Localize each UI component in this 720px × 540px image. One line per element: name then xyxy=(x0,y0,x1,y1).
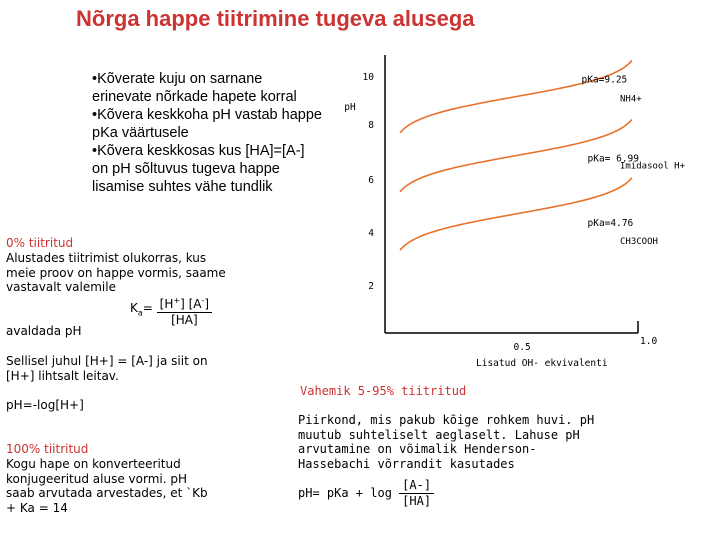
a-bracket: ] [A xyxy=(180,297,202,311)
series-name-label: CH3COOH xyxy=(620,236,658,247)
zero-percent-text: Alustades tiitrimist olukorras, kus meie proov on happe vormis, saame vastavalt valemile xyxy=(6,251,226,294)
y-tick-label: 10 xyxy=(362,72,374,83)
key-point: •Kõvera keskkoha pH vastab happe pKa väärtusele xyxy=(92,107,322,141)
chart-labels xyxy=(344,72,685,369)
hh-left: pH= pKa + log xyxy=(298,485,392,500)
pka-label: pKa=9.25 xyxy=(581,74,628,86)
x-tick-label: 0.5 xyxy=(513,342,531,353)
x-axis-label: Lisatud OH- ekvivalenti xyxy=(476,358,608,369)
zero-percent-heading: 0% tiitritud xyxy=(6,236,74,250)
hundred-percent-text: Kogu hape on konverteeritud konjugeeritud aluse vormi. pH saab arvutada arvestades, et `Kb + Ka = 14 xyxy=(6,457,208,515)
pka-label: pKa= 6.99 xyxy=(587,153,639,165)
y-axis-label: pH xyxy=(344,102,356,113)
plus-sign: + xyxy=(173,296,181,305)
page-title: Nõrga happe tiitrimine tugeva alusega xyxy=(76,6,475,31)
key-point: •Kõvera keskkosas kus [HA]=[A-] on pH sõltuvus tugeva happe lisamise suhtes vähe tundlik xyxy=(92,143,305,195)
hh-denominator: [HA] xyxy=(402,493,432,508)
series-name-label: Imidasool H+ xyxy=(620,161,686,172)
ka-numerator xyxy=(157,294,212,313)
x-tick-label: 1.0 xyxy=(640,336,658,347)
minus-sign: - xyxy=(201,296,205,305)
ka-formula xyxy=(130,294,212,327)
h-bracket: [H xyxy=(159,297,174,311)
equals-sign: = xyxy=(142,300,153,315)
hundred-percent-heading: 100% tiitritud xyxy=(6,442,89,456)
y-tick-label: 4 xyxy=(368,228,374,239)
henderson-hasselbalch-equation xyxy=(298,478,434,508)
y-tick-label: 2 xyxy=(368,281,374,292)
vahemik-heading: Vahemik 5-95% tiitritud xyxy=(300,384,467,398)
pka-label: pKa=4.76 xyxy=(587,217,634,229)
avaldada-text: avaldada pH xyxy=(6,324,82,338)
ka-symbol: K xyxy=(130,300,138,315)
y-tick-label: 6 xyxy=(368,175,374,186)
titration-chart xyxy=(330,40,700,375)
ka-denominator: [HA] xyxy=(171,312,198,327)
y-tick-label: 8 xyxy=(368,120,374,131)
sellisel-text: Sellisel juhul [H+] = [A-] ja siit on [H+] lihtsalt leitav. xyxy=(6,354,208,383)
titration-curve-line xyxy=(400,61,632,133)
close-bracket: ] xyxy=(204,297,210,311)
series-name-label: NH4+ xyxy=(620,94,642,105)
titration-curve-line xyxy=(400,178,632,250)
ph-formula: pH=-log[H+] xyxy=(6,398,84,412)
key-points-list xyxy=(92,70,322,196)
piirkond-text: Piirkond, mis pakub kõige rohkem huvi. pH muutub suhteliselt aeglaselt. Lahuse pH arvutamine on võimalik Henderson-Hassebachi võrrandit kasutades xyxy=(298,413,595,471)
ka-subscript: a xyxy=(137,307,143,317)
hh-numerator: [A-] xyxy=(399,478,434,494)
key-point: •Kõverate kuju on sarnane erinevate nõrkade hapete korral xyxy=(92,71,297,105)
